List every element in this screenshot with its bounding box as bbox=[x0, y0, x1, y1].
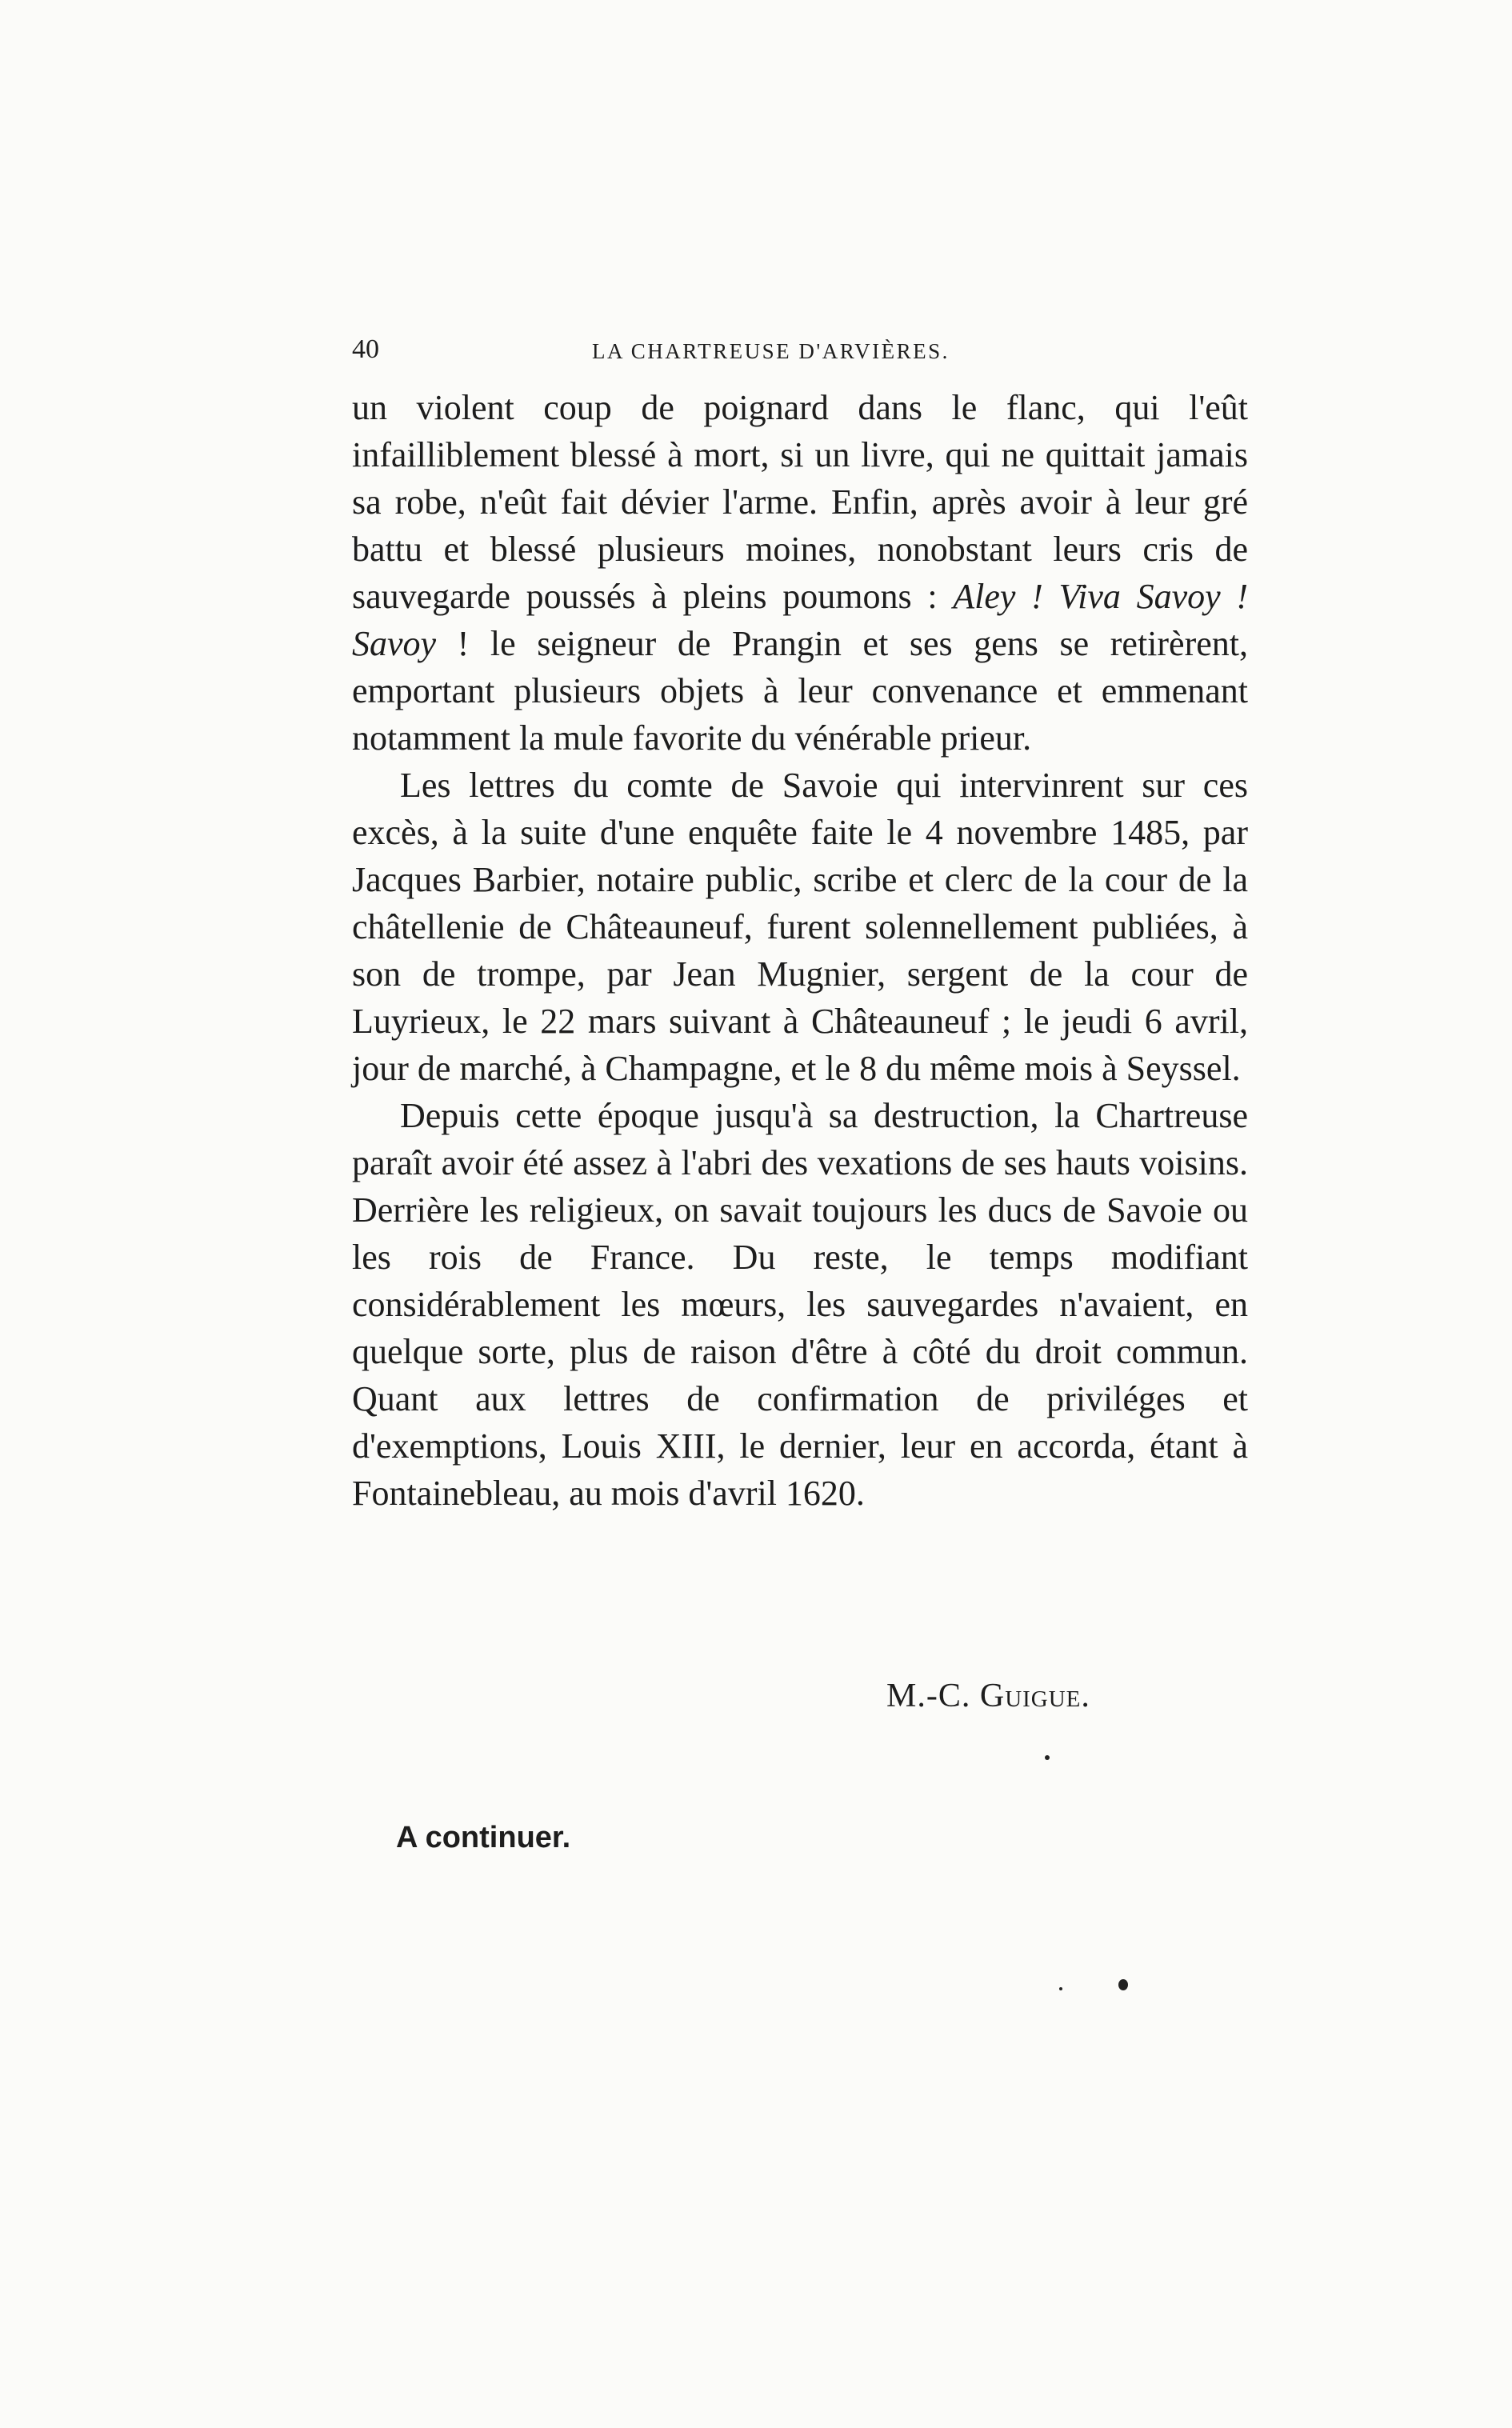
paragraph-1-text-end: ! le seigneur de Prangin et ses gens se retirèrent, emportant plusieurs objets à leur convenance et emmenant notamment la mule favorite du vénérable prieur. bbox=[352, 624, 1248, 758]
ink-speck bbox=[1059, 1987, 1062, 1990]
paragraph-1 bbox=[352, 384, 1248, 762]
paragraph-2 bbox=[352, 762, 1248, 1092]
signature-initials: M.-C. bbox=[886, 1678, 971, 1714]
body-text bbox=[352, 384, 1248, 1517]
paragraph-2-text: Les lettres du comte de Savoie qui intervinrent sur ces excès, à la suite d'une enquête faite le 4 novembre 1485, par Jacques Barbier, notaire public, scribe et clerc de la cour de la châtellenie de Châteauneuf, furent solennellement publiées, à son de trompe, par Jean Mugnier, sergent de la cour de Luyrieux, le 22 mars suivant à Châteauneuf ; le jeudi 6 avril, jour de marché, à Champagne, et le 8 du même mois à Seyssel. bbox=[352, 766, 1248, 1088]
paragraph-1-text: un violent coup de poignard dans le flanc, qui l'eût infailliblement blessé à mort, si un livre, qui ne quittait jamais sa robe, n'eût fait dévier l'arme. Enfin, après avoir à leur gré battu et blessé plusieurs moines, nonobstant leurs cris de sauvegarde poussés à pleins poumons : bbox=[352, 388, 1248, 616]
signature-surname: Guigue. bbox=[979, 1678, 1090, 1714]
author-signature bbox=[886, 1672, 1090, 1720]
paragraph-1-italic-cry: Aley ! Viva Savoy ! Savoy bbox=[352, 577, 1248, 663]
ink-speck bbox=[1045, 1755, 1050, 1760]
running-head bbox=[352, 330, 1264, 370]
paragraph-3-text: Depuis cette époque jusqu'à sa destruction, la Chartreuse paraît avoir été assez à l'abri des vexations de ses hauts voisins. Derrière les religieux, on savait toujours les ducs de Savoie ou les rois de France. Du reste, le temps modifiant considérablement les mœurs, les sauvegardes n'avaient, en quelque sorte, plus de raison d'être à côté du droit commun. Quant aux lettres de confirmation de priviléges et d'exemptions, Louis XIII, le dernier, leur en accorda, étant à Fontainebleau, au mois d'avril 1620. bbox=[352, 1096, 1248, 1513]
continue-note: A continuer. bbox=[396, 1821, 571, 1854]
paragraph-3 bbox=[352, 1092, 1248, 1517]
running-title: LA CHARTREUSE D'ARVIÈRES. bbox=[592, 339, 950, 363]
page-number: 40 bbox=[352, 334, 379, 364]
ink-speck bbox=[1118, 1979, 1128, 1990]
